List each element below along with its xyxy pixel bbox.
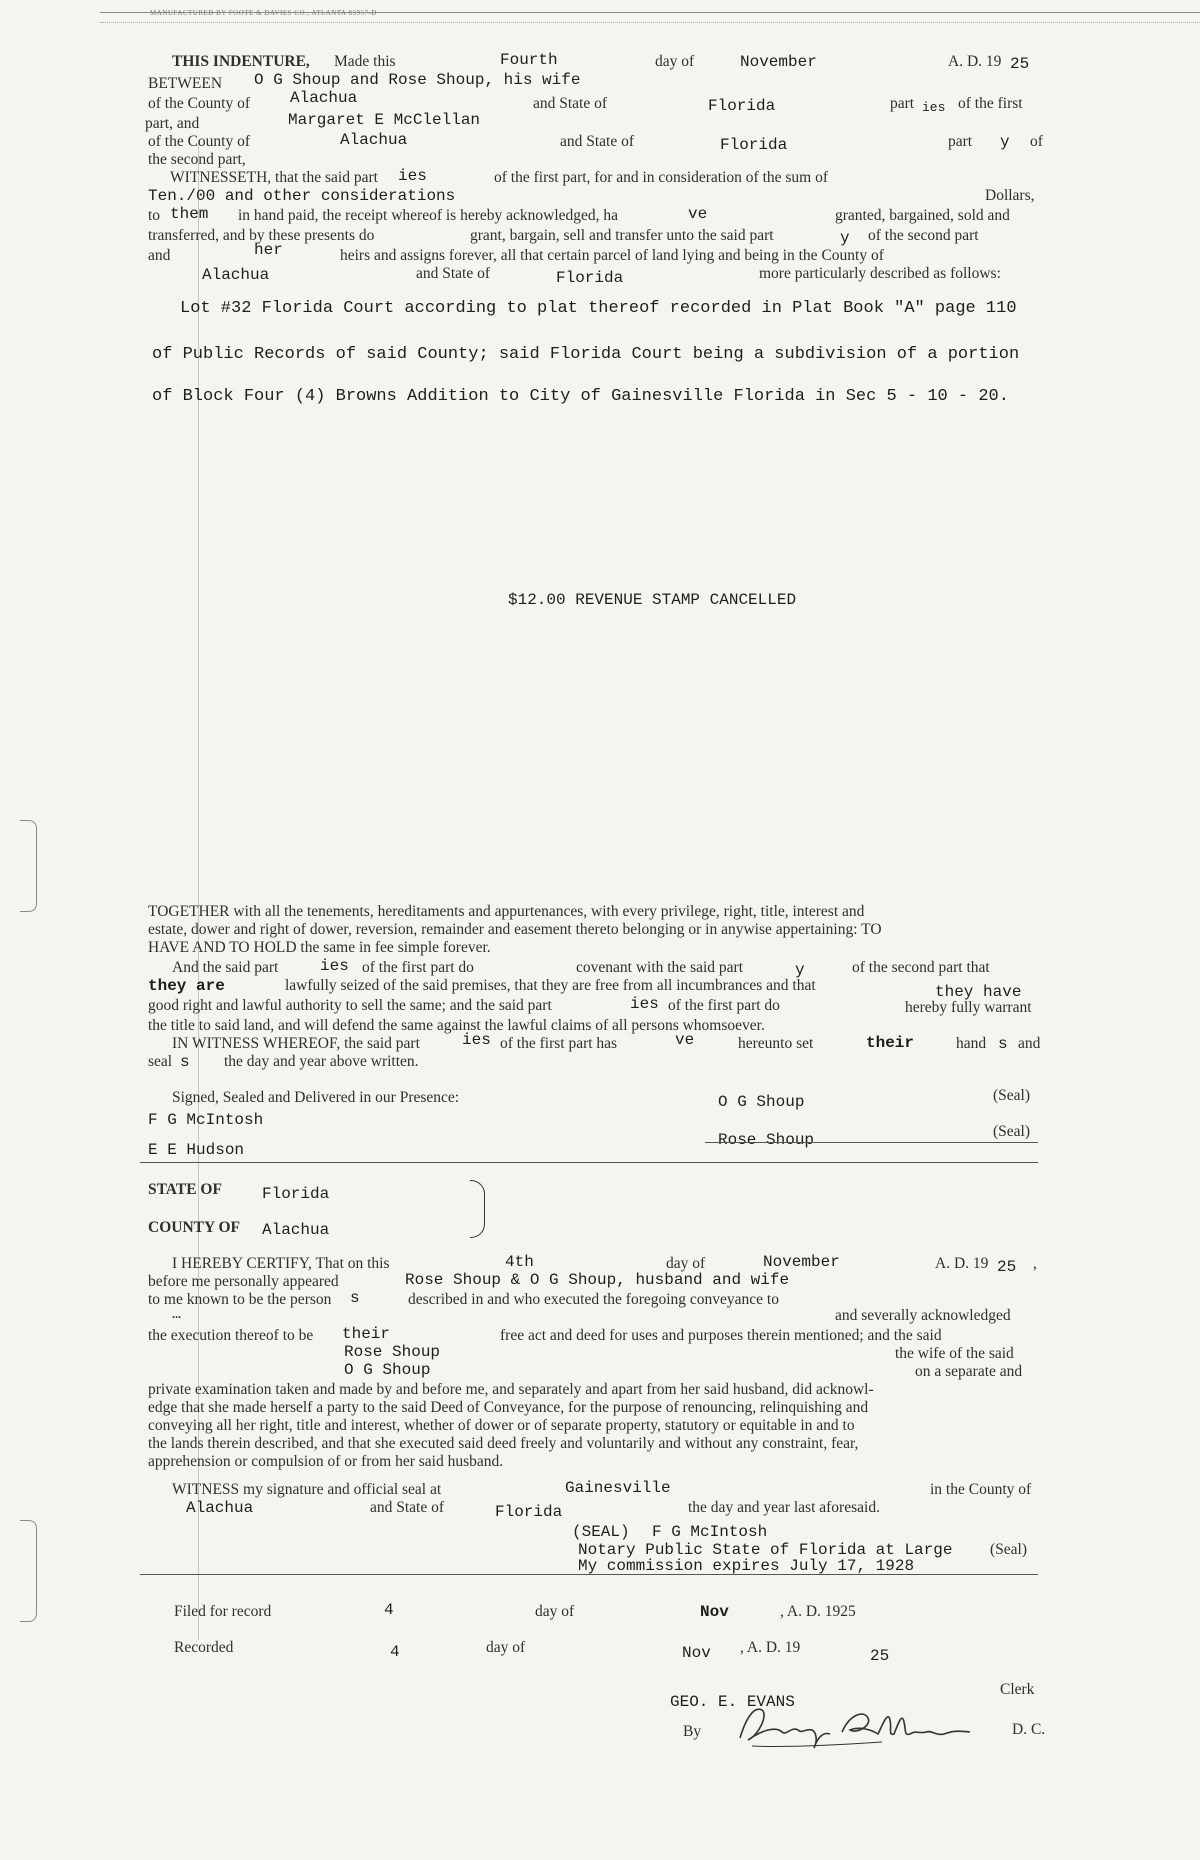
together-1: TOGETHER with all the tenements, hereditaments and appurtenances, with every privilege, right, title, interest and bbox=[148, 903, 865, 920]
filed-day: 4 bbox=[384, 1601, 394, 1619]
ack-county: Alachua bbox=[262, 1221, 330, 1239]
ack-known-a: to me known to be the person bbox=[148, 1291, 332, 1308]
ack-appeared: before me personally appeared bbox=[148, 1273, 339, 1290]
seal: seal bbox=[148, 1053, 173, 1070]
second-part-text: of the second part bbox=[868, 227, 979, 244]
between: BETWEEN bbox=[148, 75, 223, 92]
state-3: Florida bbox=[556, 269, 624, 287]
binder-mark bbox=[20, 820, 37, 912]
ack-wife-name: Rose Shoup bbox=[344, 1343, 441, 1361]
grant-suffix: y bbox=[840, 229, 850, 247]
grant-text: grant, bargain, sell and transfer unto the said part bbox=[470, 227, 774, 244]
party-first-a: part bbox=[890, 95, 915, 112]
ack-year-suffix: 25 bbox=[997, 1258, 1017, 1276]
good-right: good right and lawful authority to sell the same; and the said part bbox=[148, 997, 552, 1014]
ack-private-4: the lands therein described, and that she executed said deed freely and voluntarily and without any constraint, fear, bbox=[148, 1435, 859, 1452]
ack-county-label: COUNTY OF bbox=[148, 1219, 240, 1236]
binder-mark bbox=[20, 1520, 37, 1622]
ack-witness-seal: WITNESS my signature and official seal at bbox=[172, 1481, 442, 1498]
county-2: Alachua bbox=[340, 131, 408, 149]
together-2: estate, dower and right of dower, reversion, remainder and easement thereto belonging or in anywise appertaining: TO bbox=[148, 921, 882, 938]
year-suffix: 25 bbox=[1010, 55, 1030, 73]
party-first-b: of the first bbox=[958, 95, 1023, 112]
signer-1: O G Shoup bbox=[718, 1093, 805, 1111]
day-year: the day and year above written. bbox=[224, 1053, 419, 1070]
consideration: Ten./00 and other considerations bbox=[148, 187, 456, 205]
ack-state-label: STATE OF bbox=[148, 1181, 222, 1198]
notary-commission: My commission expires July 17, 1928 bbox=[578, 1557, 915, 1575]
signer-2: Rose Shoup bbox=[718, 1131, 815, 1149]
party-second-a: part bbox=[948, 133, 973, 150]
good-ies: ies bbox=[630, 995, 659, 1013]
seal-1: (Seal) bbox=[993, 1087, 1031, 1104]
witness-1: F G McIntosh bbox=[148, 1111, 264, 1129]
ack-severally: and severally acknowledged bbox=[835, 1307, 1011, 1324]
ack-known-b: described in and who executed the foregoing conveyance to bbox=[408, 1291, 779, 1308]
county-1: Alachua bbox=[290, 89, 358, 107]
ad-prefix: A. D. 19 bbox=[948, 53, 1002, 70]
rec-day-of: day of bbox=[486, 1639, 526, 1656]
they-have: they have bbox=[935, 983, 1022, 1001]
notary-seal: (SEAL) bbox=[572, 1523, 630, 1541]
covenant-y: y bbox=[795, 961, 805, 979]
ack-ad-prefix: A. D. 19 bbox=[935, 1255, 989, 1272]
legal-line-2: of Public Records of said County; said Florida Court being a subdivision of a portion bbox=[152, 345, 1020, 364]
ack-month: November bbox=[763, 1253, 840, 1271]
notary-seal-label: (Seal) bbox=[990, 1541, 1028, 1558]
ack-private-3: conveying all her right, title and interest, whether of dower or of separate property, statutory or equitable in and to bbox=[148, 1417, 855, 1434]
brace bbox=[470, 1180, 485, 1238]
ack-state-2: Florida bbox=[495, 1503, 563, 1521]
ack-last-aforesaid: the day and year last aforesaid. bbox=[688, 1499, 880, 1516]
state-1: Florida bbox=[708, 97, 776, 115]
ack-husband-name: O G Shoup bbox=[344, 1361, 431, 1379]
ack-day-of: day of bbox=[666, 1255, 706, 1272]
described: more particularly described as follows: bbox=[759, 265, 1001, 282]
section-rule bbox=[140, 1162, 1038, 1163]
title-text: the title to said land, and will defend the same against the lawful claims of all persons whomsoever. bbox=[148, 1017, 765, 1034]
county-3: Alachua bbox=[202, 266, 270, 284]
filed-day-of: day of bbox=[535, 1603, 575, 1620]
clerk-label: Clerk bbox=[1000, 1681, 1035, 1698]
filed-ad: , A. D. 1925 bbox=[780, 1603, 856, 1620]
together-3: HAVE AND TO HOLD the same in fee simple forever. bbox=[148, 939, 491, 956]
ack-certify: I HEREBY CERTIFY, That on this bbox=[172, 1255, 390, 1272]
to-them: them bbox=[170, 205, 209, 223]
party-second-suffix: y bbox=[1000, 133, 1010, 151]
indenture-label: THIS INDENTURE, bbox=[172, 53, 310, 70]
filed-label: Filed for record bbox=[174, 1603, 272, 1620]
made-this: Made this bbox=[334, 53, 396, 70]
clerk-name: GEO. E. EVANS bbox=[670, 1693, 795, 1711]
covenant-d: of the second part that bbox=[852, 959, 990, 976]
day-word: Fourth bbox=[500, 51, 558, 69]
signature-rule bbox=[705, 1142, 1038, 1143]
top-border-dotted bbox=[100, 22, 1200, 23]
and-word: and bbox=[1018, 1035, 1041, 1052]
state-2: Florida bbox=[720, 136, 788, 154]
of-county-2: of the County of bbox=[148, 133, 251, 150]
witness-whereof: IN WITNESS WHEREOF, the said part bbox=[172, 1035, 420, 1052]
dc-label: D. C. bbox=[1012, 1721, 1046, 1738]
they-are: they are bbox=[148, 977, 225, 995]
ack-their: their bbox=[342, 1325, 391, 1343]
ww-ies: ies bbox=[462, 1031, 491, 1049]
covenant-b: of the first part do bbox=[362, 959, 474, 976]
party-first-suffix: ies bbox=[922, 100, 946, 115]
rec-year: 25 bbox=[870, 1647, 890, 1665]
ack-private-1: private examination taken and made by and before me, and separately and apart from her said husband, did acknowl- bbox=[148, 1381, 874, 1398]
and-state-3: and State of bbox=[416, 265, 491, 282]
notary-name: F G McIntosh bbox=[652, 1523, 768, 1541]
and-state-2: and State of bbox=[560, 133, 635, 150]
filed-month: Nov bbox=[700, 1603, 729, 1621]
ack-state: Florida bbox=[262, 1185, 330, 1203]
printer-line: MANUFACTURED BY FOOTE & DAVIES CO., ATLANTA 85957-D bbox=[150, 9, 377, 17]
their: their bbox=[866, 1034, 915, 1052]
seal-s: s bbox=[180, 1053, 190, 1071]
hereunto: hereunto set bbox=[738, 1035, 814, 1052]
seal-2: (Seal) bbox=[993, 1123, 1031, 1140]
ack-wife-of: the wife of the said bbox=[895, 1345, 1014, 1362]
legal-line-1: Lot #32 Florida Court according to plat thereof recorded in Plat Book "A" page 110 bbox=[180, 299, 1017, 318]
ack-execution: the execution thereof to be bbox=[148, 1327, 314, 1344]
ack-appeared-names: Rose Shoup & O G Shoup, husband and wife bbox=[405, 1271, 790, 1289]
legal-line-3: of Block Four (4) Browns Addition to City of Gainesville Florida in Sec 5 - 10 - 20. bbox=[152, 387, 1009, 406]
rec-month: Nov bbox=[682, 1644, 711, 1662]
hand-s: s bbox=[998, 1035, 1008, 1053]
grantors: O G Shoup and Rose Shoup, his wife bbox=[254, 71, 581, 89]
signed-label: Signed, Sealed and Delivered in our Presence: bbox=[172, 1089, 460, 1106]
ack-and-state: and State of bbox=[370, 1499, 445, 1516]
to-label: to bbox=[148, 207, 161, 224]
rec-ad: , A. D. 19 bbox=[740, 1639, 801, 1656]
grantee: Margaret E McClellan bbox=[288, 111, 481, 129]
covenant-c: covenant with the said part bbox=[576, 959, 744, 976]
and-label: and bbox=[148, 247, 171, 264]
recorded-label: Recorded bbox=[174, 1639, 234, 1656]
granted-text: granted, bargained, sold and bbox=[835, 207, 1010, 224]
dollars: Dollars, bbox=[985, 187, 1035, 204]
paid-text: in hand paid, the receipt whereof is hereby acknowledged, ha bbox=[238, 207, 619, 224]
by-label: By bbox=[683, 1723, 702, 1740]
witnesseth-suffix: ies bbox=[398, 167, 427, 185]
party-second-b: of bbox=[1030, 133, 1043, 150]
hereby-fully: hereby fully warrant bbox=[905, 999, 1032, 1016]
and-state-1: and State of bbox=[533, 95, 608, 112]
of-county-1: of the County of bbox=[148, 95, 251, 112]
witness-2: E E Hudson bbox=[148, 1141, 245, 1159]
good-rest: of the first part do bbox=[668, 997, 780, 1014]
ack-ellipsis: ... bbox=[172, 1307, 181, 1321]
day-of: day of bbox=[655, 53, 695, 70]
her: her bbox=[254, 241, 283, 259]
ww-first: of the first part has bbox=[500, 1035, 618, 1052]
covenant-a: And the said part bbox=[172, 959, 279, 976]
ww-ve: ve bbox=[675, 1031, 695, 1049]
month: November bbox=[740, 53, 817, 71]
ack-county-of: in the County of bbox=[930, 1481, 1032, 1498]
second-part: the second part, bbox=[148, 151, 246, 168]
witnesseth: WITNESSETH, that the said part bbox=[170, 169, 378, 186]
notary-title: Notary Public State of Florida at Large bbox=[578, 1541, 953, 1559]
ack-county-2: Alachua bbox=[186, 1499, 254, 1517]
heirs-text: heirs and assigns forever, all that certain parcel of land lying and being in the County of bbox=[340, 247, 884, 264]
hand: hand bbox=[956, 1035, 987, 1052]
covenant-suffix: ies bbox=[320, 957, 349, 975]
ack-free-act: free act and deed for uses and purposes therein mentioned; and the said bbox=[500, 1327, 942, 1344]
seized-text: lawfully seized of the said premises, that they are free from all incumbrances and that bbox=[285, 977, 816, 994]
ack-private-2: edge that she made herself a party to the said Deed of Conveyance, for the purpose of renouncing, relinquishing and bbox=[148, 1399, 869, 1416]
witnesseth-rest: of the first part, for and in consideration of the sum of bbox=[494, 169, 829, 186]
ack-separate: on a separate and bbox=[915, 1363, 1023, 1380]
ack-private-5: apprehension or compulsion of or from her said husband. bbox=[148, 1453, 504, 1470]
ack-known-s: s bbox=[350, 1289, 360, 1307]
paid-ve: ve bbox=[688, 205, 708, 223]
ack-city: Gainesville bbox=[565, 1479, 671, 1497]
transferred-text: transferred, and by these presents do bbox=[148, 227, 375, 244]
ack-comma: , bbox=[1033, 1255, 1037, 1272]
part-and: part, and bbox=[145, 115, 200, 132]
section-rule bbox=[140, 1574, 1038, 1575]
ack-day: 4th bbox=[505, 1253, 534, 1271]
rec-day: 4 bbox=[390, 1643, 400, 1661]
revenue-stamp: $12.00 REVENUE STAMP CANCELLED bbox=[508, 591, 797, 609]
handwritten-signature bbox=[732, 1696, 977, 1756]
